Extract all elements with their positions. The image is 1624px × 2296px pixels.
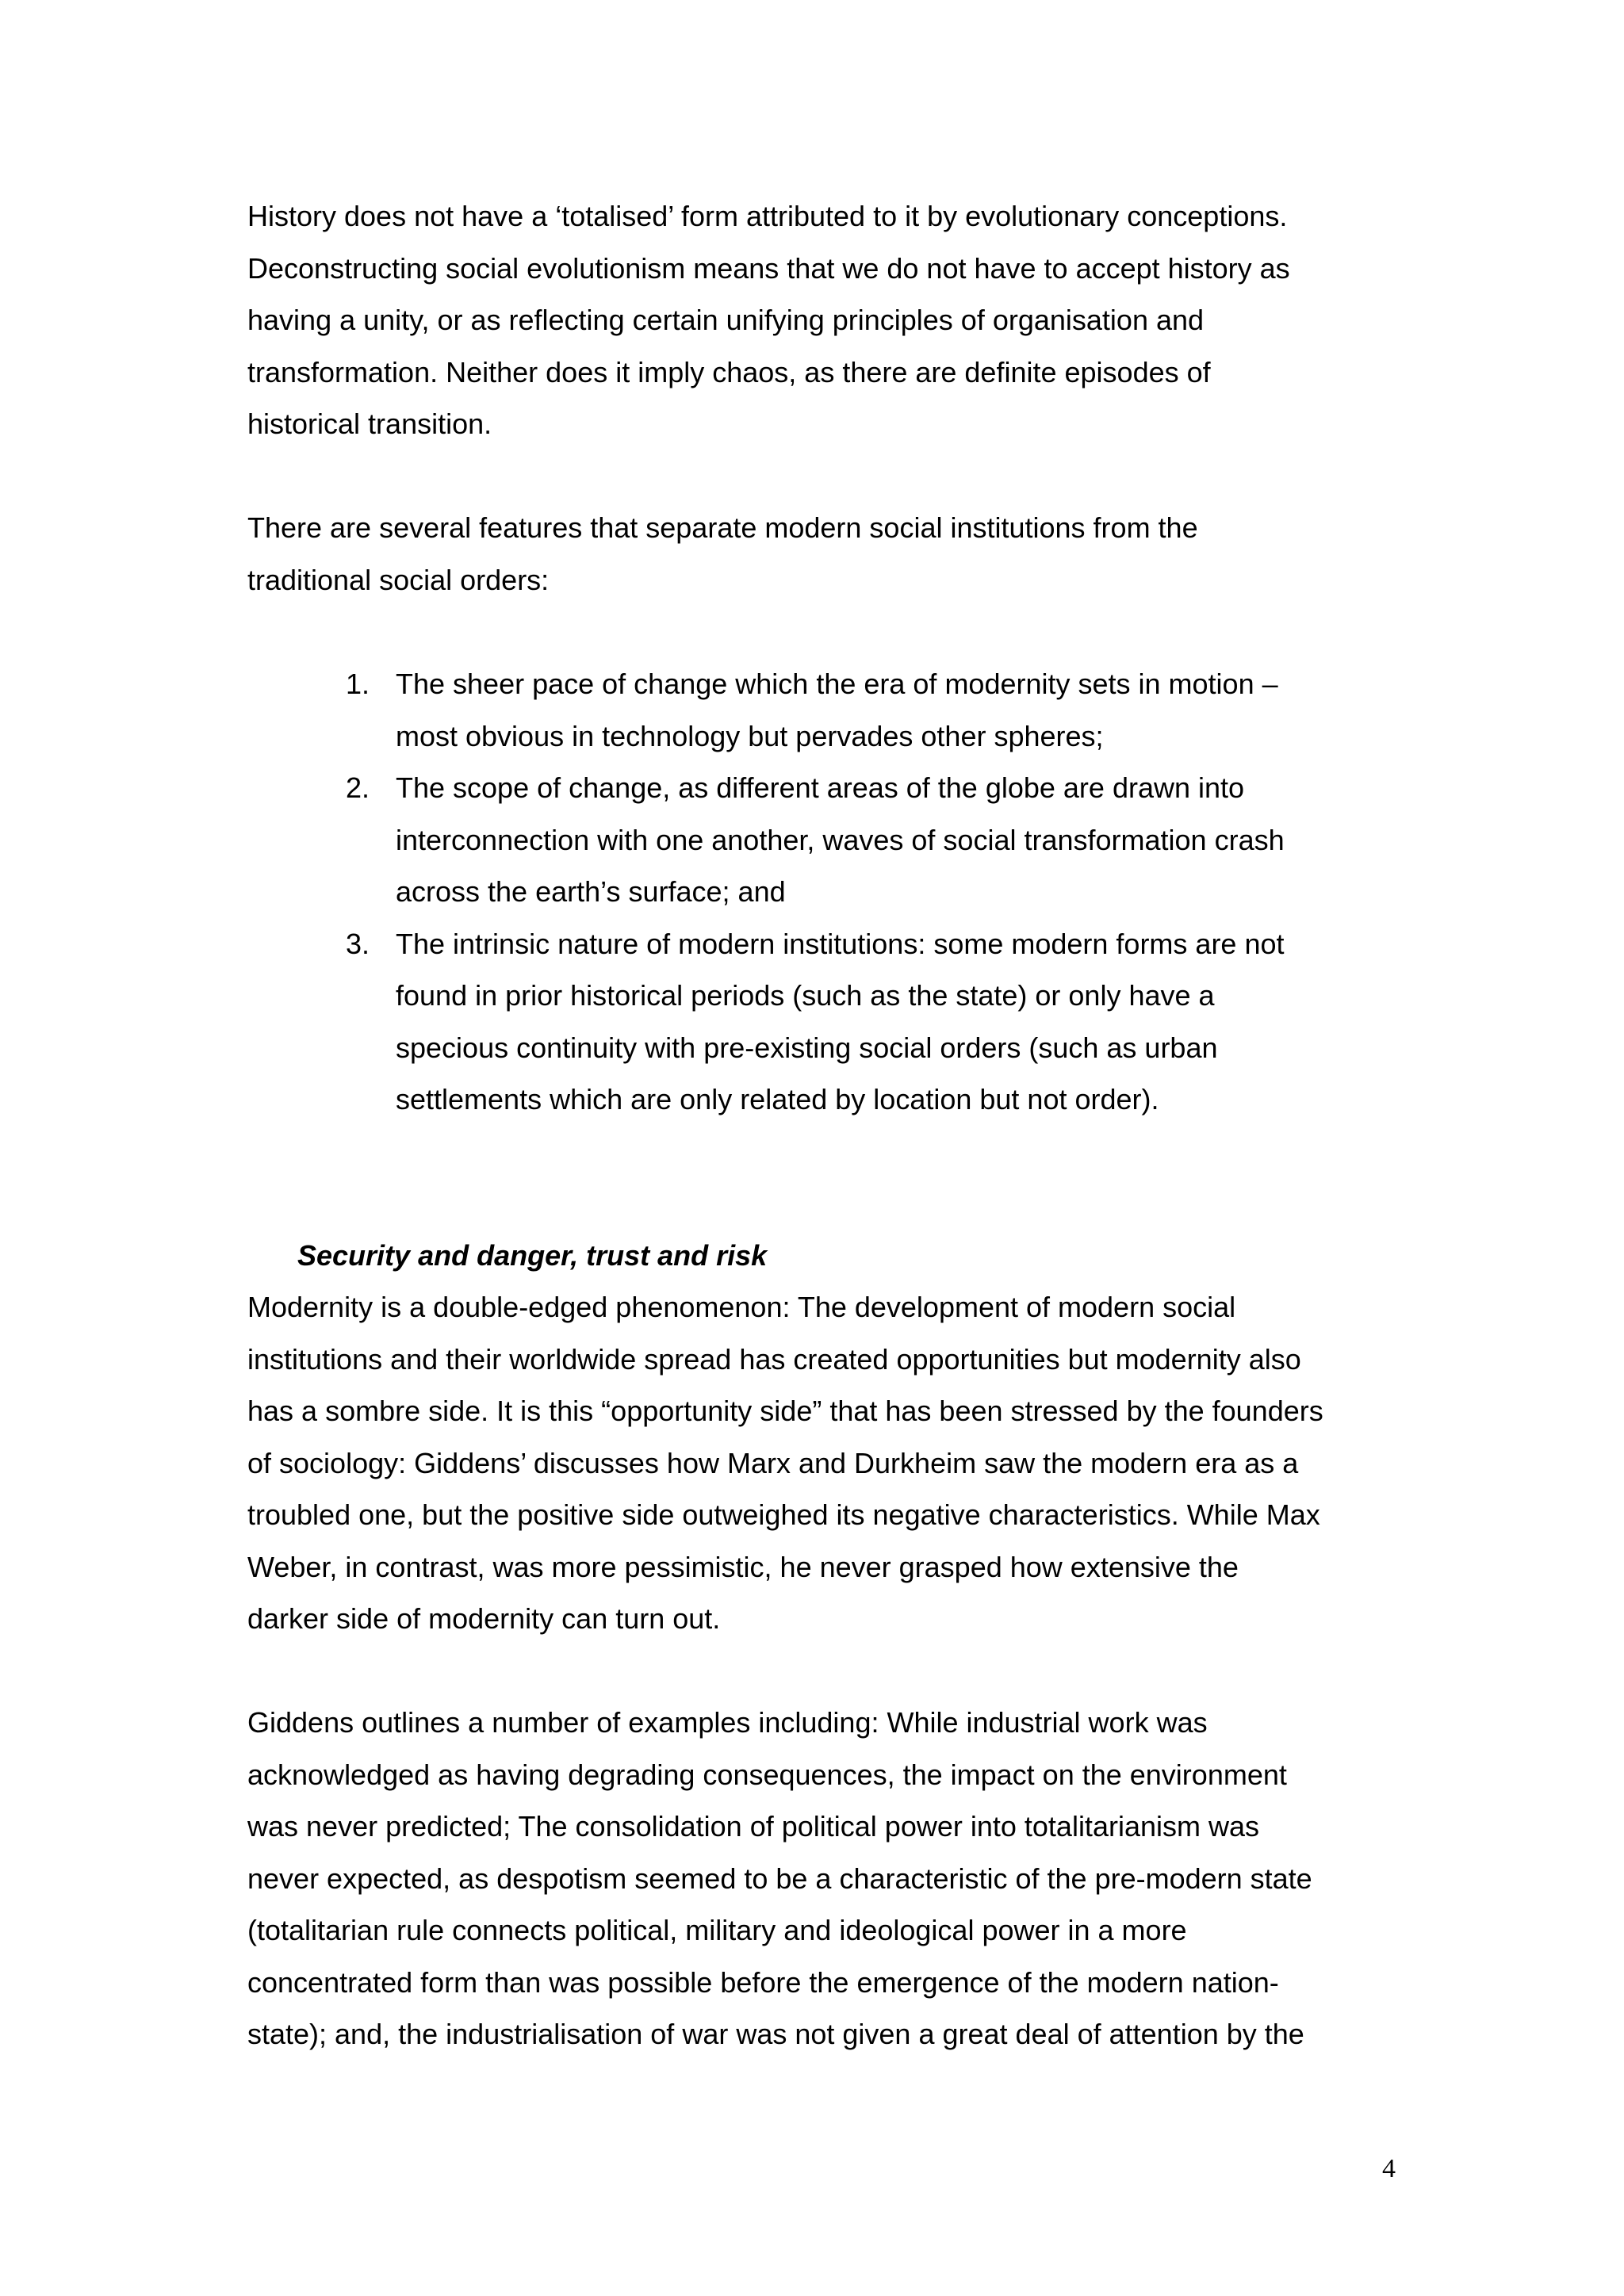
text-line: concentrated form than was possible before the emergence of the modern nation-	[247, 1966, 1279, 1999]
text-line: institutions and their worldwide spread has created opportunities but modernity also	[247, 1343, 1301, 1376]
text-line: most obvious in technology but pervades other spheres;	[396, 720, 1104, 752]
text-line: settlements which are only related by location but not order).	[396, 1083, 1159, 1115]
text-line: (totalitarian rule connects political, military and ideological power in a more	[247, 1914, 1187, 1946]
list-item-number: 1.	[346, 668, 370, 700]
text-line: of sociology: Giddens’ discusses how Marx and Durkheim saw the modern era as a	[247, 1447, 1299, 1479]
text-line: traditional social orders:	[247, 564, 550, 596]
list-item-number: 3.	[346, 928, 370, 960]
text-line: The scope of change, as different areas of the globe are drawn into	[396, 771, 1245, 804]
text-line: The sheer pace of change which the era of modernity sets in motion –	[396, 668, 1278, 700]
text-line: There are several features that separate modern social institutions from the	[247, 511, 1198, 544]
text-line: found in prior historical periods (such as the state) or only have a	[396, 979, 1215, 1012]
text-line: having a unity, or as reflecting certain unifying principles of organisation and	[247, 304, 1205, 336]
text-line: troubled one, but the positive side outweighed its negative characteristics. While Max	[247, 1498, 1320, 1531]
text-line: darker side of modernity can turn out.	[247, 1602, 721, 1635]
text-line: historical transition.	[247, 408, 492, 440]
text-line: Weber, in contrast, was more pessimistic, he never grasped how extensive the	[247, 1551, 1239, 1583]
text-line: transformation. Neither does it imply chaos, as there are definite episodes of	[247, 356, 1211, 388]
text-line: never expected, as despotism seemed to be a characteristic of the pre-modern state	[247, 1862, 1312, 1895]
text-line: across the earth’s surface; and	[396, 875, 786, 908]
text-line: state); and, the industrialisation of war was not given a great deal of attention by the	[247, 2018, 1304, 2050]
list-item-number: 2.	[346, 771, 370, 804]
text-line: specious continuity with pre-existing social orders (such as urban	[396, 1031, 1218, 1064]
text-line: interconnection with one another, waves of social transformation crash	[396, 824, 1285, 856]
text-line: History does not have a ‘totalised’ form attributed to it by evolutionary conceptions.	[247, 200, 1288, 232]
page-number: 4	[1382, 2154, 1396, 2183]
text-line: has a sombre side. It is this “opportunity side” that has been stressed by the founders	[247, 1395, 1323, 1427]
text-line: The intrinsic nature of modern institutions: some modern forms are not	[396, 928, 1285, 960]
text-line: acknowledged as having degrading consequences, the impact on the environment	[247, 1758, 1287, 1791]
text-line: Giddens outlines a number of examples including: While industrial work was	[247, 1706, 1208, 1739]
text-line: Deconstructing social evolutionism means that we do not have to accept history as	[247, 252, 1290, 285]
section-heading: Security and danger, trust and risk	[297, 1239, 768, 1272]
text-line: was never predicted; The consolidation of political power into totalitarianism was	[247, 1810, 1259, 1843]
text-line: Modernity is a double-edged phenomenon: The development of modern social	[247, 1291, 1236, 1323]
